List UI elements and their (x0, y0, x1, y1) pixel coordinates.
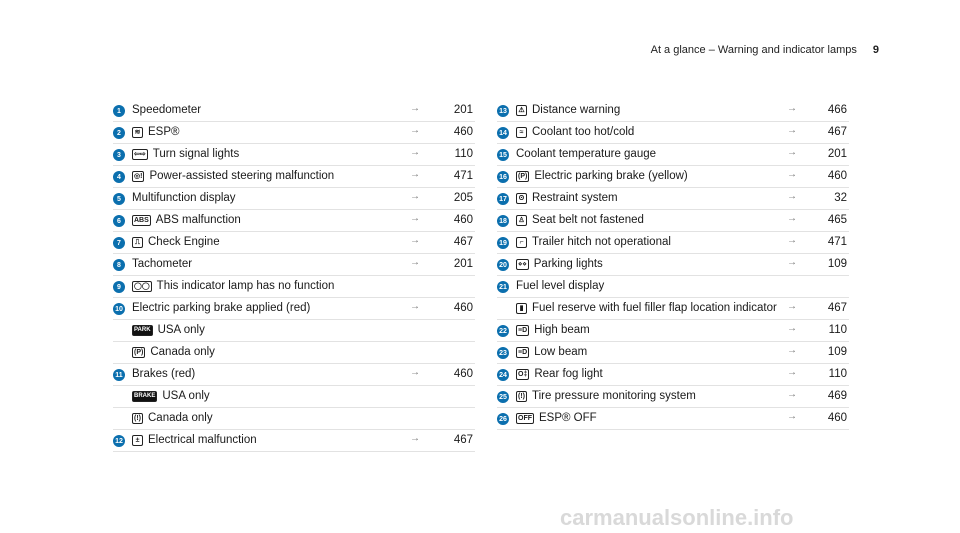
callout-number: 23 (497, 347, 509, 359)
legend-row (497, 144, 849, 166)
callout-number: 25 (497, 391, 509, 403)
page-reference-arrow: → (410, 125, 420, 136)
indicator-lamp-icon: (P) (518, 173, 528, 180)
legend-row (113, 100, 475, 122)
legend-row (113, 364, 475, 386)
page-reference[interactable]: 110 (454, 148, 473, 160)
callout-number: 6 (113, 215, 125, 227)
lamp-label: Canada only (150, 346, 215, 358)
lamp-label: ESP® OFF (539, 412, 597, 424)
page-reference[interactable]: 205 (453, 192, 473, 204)
page-reference-arrow: → (787, 301, 797, 312)
lamp-label: Electrical malfunction (148, 434, 257, 446)
callout-number: 2 (113, 127, 125, 139)
callout-number: 18 (497, 215, 509, 227)
indicator-lamp-icon: ⎍ (132, 237, 143, 248)
indicator-lamp-icon: OFF (518, 415, 532, 422)
indicator-lamp-icon: ◯◯ (134, 283, 150, 290)
section-title: At a glance – Warning and indicator lamps (650, 44, 857, 56)
legend-row (497, 364, 849, 386)
left-legend-column (113, 100, 475, 452)
lamp-label: Tachometer (132, 258, 193, 270)
legend-row (497, 298, 849, 320)
page-reference-arrow: → (410, 367, 420, 378)
watermark: carmanualsonline.info (560, 505, 794, 530)
legend-row (497, 342, 849, 364)
legend-row (497, 166, 849, 188)
page-reference[interactable]: 469 (827, 390, 847, 402)
lamp-label: Speedometer (132, 104, 202, 116)
page-reference-arrow: → (787, 103, 797, 114)
lamp-label: Seat belt not fastened (532, 214, 644, 226)
legend-row (113, 430, 475, 452)
lamp-label: Parking lights (533, 258, 603, 270)
lamp-label: ESP® (148, 126, 180, 138)
page-number: 9 (872, 44, 879, 56)
legend-row (113, 166, 475, 188)
indicator-lamp-icon: ≡D (518, 349, 528, 356)
indicator-lamp-icon: ≋ (132, 127, 143, 138)
page-reference[interactable]: 467 (827, 302, 847, 314)
legend-row (497, 188, 849, 210)
lamp-label: Electric parking brake (yellow) (534, 170, 688, 182)
legend-row (113, 320, 475, 342)
page-reference[interactable]: 471 (827, 236, 847, 248)
lamp-label: Brakes (red) (132, 368, 196, 380)
page-reference[interactable]: 460 (827, 170, 847, 182)
legend-row (113, 342, 475, 364)
indicator-lamp-icon: ≡D (518, 327, 528, 334)
legend-row (497, 232, 849, 254)
page-reference[interactable]: 460 (453, 368, 473, 380)
indicator-lamp-icon: ≈ (516, 127, 527, 138)
lamp-label: Rear fog light (534, 368, 603, 380)
indicator-lamp-icon: ⇦⇨ (134, 151, 146, 158)
page-header (651, 44, 879, 56)
page-reference-arrow: → (787, 235, 797, 246)
page-reference[interactable]: 467 (453, 236, 473, 248)
lamp-label: Canada only (148, 412, 213, 424)
callout-number: 7 (113, 237, 125, 249)
page-reference-arrow: → (410, 169, 420, 180)
page-reference[interactable]: 467 (453, 434, 473, 446)
legend-row (497, 122, 849, 144)
page-reference[interactable]: 110 (828, 324, 847, 336)
page-reference-arrow: → (410, 235, 420, 246)
legend-row (497, 210, 849, 232)
lamp-label: Coolant temperature gauge (516, 148, 657, 160)
lamp-label: Distance warning (532, 104, 621, 116)
callout-number: 1 (113, 105, 125, 117)
page-reference-arrow: → (787, 169, 797, 180)
page-reference-arrow: → (410, 147, 420, 158)
callout-number: 24 (497, 369, 509, 381)
page-reference[interactable]: 471 (453, 170, 473, 182)
legend-row (497, 386, 849, 408)
indicator-lamp-icon: ▮ (516, 303, 527, 314)
callout-number: 11 (113, 369, 125, 381)
legend-row (497, 320, 849, 342)
lamp-label: Electric parking brake applied (red) (132, 302, 311, 314)
callout-number: 3 (113, 149, 125, 161)
callout-number: 19 (497, 237, 509, 249)
indicator-lamp-icon: (P) (134, 349, 144, 356)
right-legend-column (497, 100, 849, 430)
page-reference-arrow: → (787, 213, 797, 224)
legend-row (113, 408, 475, 430)
page-reference-arrow: → (410, 433, 420, 444)
indicator-lamp-icon: ⚠ (516, 105, 527, 116)
lamp-label: Tire pressure monitoring system (532, 390, 696, 402)
lamp-label: USA only (157, 324, 205, 336)
indicator-lamp-icon: (!) (518, 393, 525, 400)
callout-number: 9 (113, 281, 125, 293)
indicator-lamp-icon: ʘ (516, 193, 527, 204)
indicator-lamp-icon: ⋄⋄ (518, 261, 527, 268)
legend-row (113, 386, 475, 408)
legend-row (497, 276, 849, 298)
callout-number: 16 (497, 171, 509, 183)
callout-number: 13 (497, 105, 509, 117)
legend-row (497, 408, 849, 430)
legend-row (113, 298, 475, 320)
lamp-label: Low beam (534, 346, 588, 358)
callout-number: 14 (497, 127, 509, 139)
callout-number: 10 (113, 303, 125, 315)
page-reference[interactable]: 201 (453, 104, 473, 116)
lamp-label: Check Engine (148, 236, 220, 248)
callout-number: 17 (497, 193, 509, 205)
callout-number: 26 (497, 413, 509, 425)
legend-row (113, 144, 475, 166)
legend-row (113, 276, 475, 298)
callout-number: 15 (497, 149, 509, 161)
page-reference-arrow: → (787, 257, 797, 268)
indicator-lamp-icon: ± (132, 435, 143, 446)
lamp-label: USA only (162, 390, 210, 402)
indicator-lamp-icon: BRAKE (132, 391, 157, 402)
lamp-label: Turn signal lights (152, 148, 240, 160)
page-reference[interactable]: 110 (828, 368, 847, 380)
page-reference[interactable]: 32 (834, 192, 847, 204)
page-reference-arrow: → (410, 301, 420, 312)
page-reference-arrow: → (410, 191, 420, 202)
callout-number: 4 (113, 171, 125, 183)
lamp-label: Trailer hitch not operational (532, 236, 671, 248)
lamp-label: Power-assisted steering malfunction (149, 170, 335, 182)
page-reference-arrow: → (410, 103, 420, 114)
page-reference[interactable]: 460 (827, 412, 847, 424)
page-reference-arrow: → (787, 147, 797, 158)
callout-number: 21 (497, 281, 509, 293)
lamp-label: This indicator lamp has no function (156, 280, 335, 292)
page-reference[interactable]: 460 (453, 214, 473, 226)
callout-number: 20 (497, 259, 509, 271)
lamp-label: Multifunction display (132, 192, 236, 204)
lamp-label: Fuel level display (516, 280, 605, 292)
lamp-label: ABS malfunction (155, 214, 241, 226)
legend-row (497, 100, 849, 122)
callout-number: 22 (497, 325, 509, 337)
page-reference[interactable]: 201 (827, 148, 847, 160)
legend-row (497, 254, 849, 276)
page-reference-arrow: → (410, 257, 420, 268)
indicator-lamp-icon: O‡ (518, 371, 528, 378)
lamp-label: High beam (534, 324, 590, 336)
page-reference-arrow: → (787, 125, 797, 136)
indicator-lamp-icon: ABS (134, 217, 149, 224)
lamp-label: Fuel reserve with fuel filler flap location indicator (532, 302, 777, 314)
page-reference-arrow: → (410, 213, 420, 224)
legend-row (113, 188, 475, 210)
page-reference-arrow: → (787, 367, 797, 378)
lamp-label: Restraint system (532, 192, 618, 204)
page-reference-arrow: → (787, 323, 797, 334)
callout-number: 8 (113, 259, 125, 271)
page-reference-arrow: → (787, 411, 797, 422)
indicator-lamp-icon: PARK (132, 325, 153, 336)
page-reference-arrow: → (787, 389, 797, 400)
page-reference[interactable]: 201 (453, 258, 473, 270)
page-reference[interactable]: 460 (453, 126, 473, 138)
lamp-label: Coolant too hot/cold (532, 126, 635, 138)
indicator-lamp-icon: ⌐ (516, 237, 527, 248)
page-reference[interactable]: 465 (827, 214, 847, 226)
legend-row (113, 122, 475, 144)
page-reference[interactable]: 467 (827, 126, 847, 138)
indicator-lamp-icon: (!) (134, 415, 141, 422)
indicator-lamp-icon: ♙ (516, 215, 527, 226)
callout-number: 5 (113, 193, 125, 205)
callout-number: 12 (113, 435, 125, 447)
page-reference-arrow: → (787, 345, 797, 356)
legend-row (113, 254, 475, 276)
page-reference[interactable]: 460 (453, 302, 473, 314)
legend-row (113, 232, 475, 254)
indicator-lamp-icon: ◎! (134, 173, 143, 180)
page-reference-arrow: → (787, 191, 797, 202)
page-reference[interactable]: 109 (827, 346, 847, 358)
page-reference[interactable]: 109 (827, 258, 847, 270)
legend-row (113, 210, 475, 232)
page-reference[interactable]: 466 (827, 104, 847, 116)
